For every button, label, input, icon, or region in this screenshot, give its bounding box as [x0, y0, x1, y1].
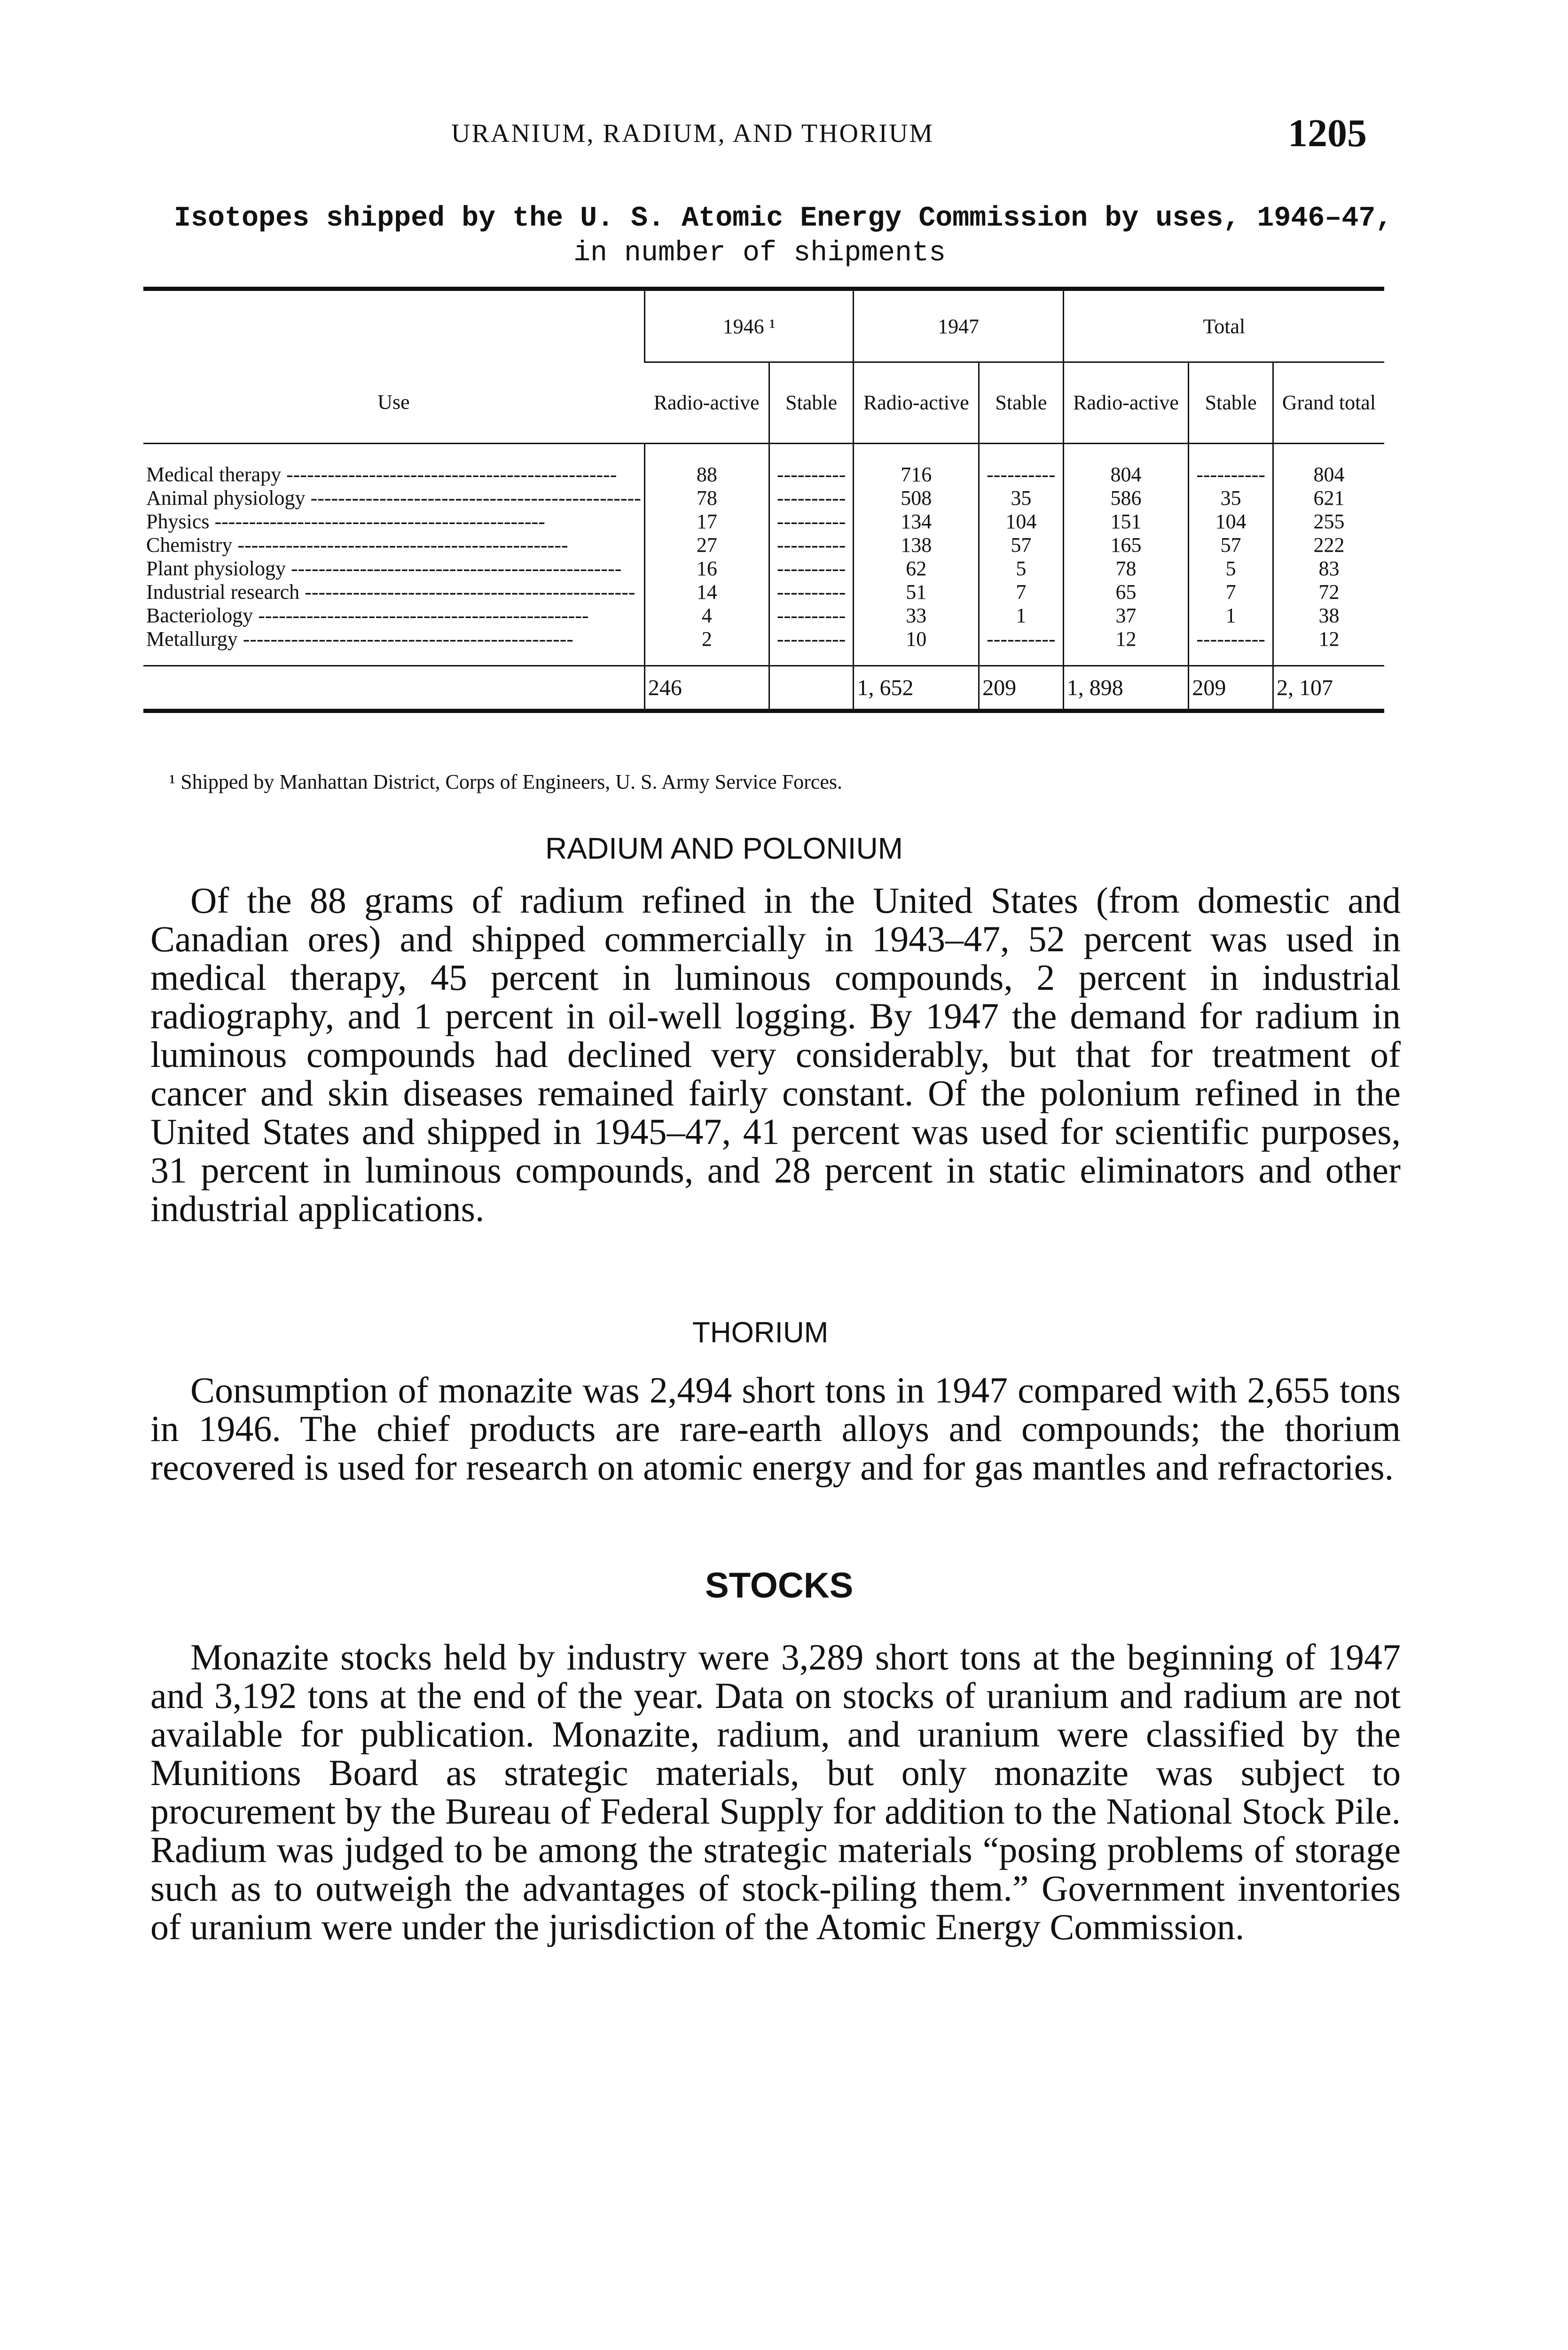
cell-r1946: 17: [644, 510, 769, 533]
sub-header-stable-total: Stable: [1189, 362, 1273, 444]
cell-r1946: 2: [644, 627, 769, 666]
table-row: [143, 580, 1384, 604]
table-row: [143, 444, 1384, 487]
cell-s1946: [769, 557, 854, 580]
cell-s1946: [769, 510, 854, 533]
cell-r1947: 716: [854, 444, 979, 487]
sub-header-grand-total: Grand total: [1273, 362, 1384, 444]
cell-stot: 57: [1189, 533, 1273, 557]
table-title-main: Isotopes shipped by the U. S. Atomic Energy Commission by uses, 1946–47,: [174, 203, 1393, 235]
cell-r1947: 62: [854, 557, 979, 580]
cell-s1947: 1: [979, 604, 1064, 627]
table-row: [143, 557, 1384, 580]
sub-header-radioactive-1946: Radio-active: [653, 391, 760, 414]
cell-r1946: 78: [644, 486, 769, 510]
stocks-heading: STOCKS: [705, 1566, 854, 1606]
cell-rtot: 586: [1063, 486, 1189, 510]
thorium-paragraph: Consumption of monazite was 2,494 short tons in 1947 compared with 2,655 tons in 1946. The chief products are rare-earth alloys and compounds; the thorium recovered is used for research on atomic energy and for gas mantles and refractories.: [150, 1370, 1401, 1488]
row-use-label: Plant physiology -----: [143, 557, 644, 580]
cell-s1946: [769, 627, 854, 666]
cell-stot: [1189, 627, 1273, 666]
total-grand-total: 2, 107: [1273, 666, 1384, 711]
cell-stot: 1: [1189, 604, 1273, 627]
cell-r1946: 16: [644, 557, 769, 580]
table-row: [143, 604, 1384, 627]
cell-s1946: [769, 444, 854, 487]
use-header: Use: [377, 391, 410, 414]
total-radioactive-total: 1, 898: [1063, 666, 1189, 711]
cell-s1946: [769, 533, 854, 557]
cell-grand: 255: [1273, 510, 1384, 533]
sub-header-radioactive-1947: Radio-active: [854, 362, 979, 444]
cell-stot: 7: [1189, 580, 1273, 604]
totals-label: [143, 666, 644, 711]
cell-s1947: [979, 627, 1064, 666]
table-row: [143, 533, 1384, 557]
cell-r1947: 10: [854, 627, 979, 666]
page-number: 1205: [1288, 111, 1367, 155]
cell-rtot: 37: [1063, 604, 1189, 627]
cell-rtot: 804: [1063, 444, 1189, 487]
thorium-heading: THORIUM: [692, 1316, 829, 1349]
cell-grand: 222: [1273, 533, 1384, 557]
running-title: URANIUM, RADIUM, AND THORIUM: [451, 119, 934, 148]
cell-stot: [1189, 444, 1273, 487]
cell-r1947: 138: [854, 533, 979, 557]
cell-grand: 621: [1273, 486, 1384, 510]
radium-heading: RADIUM AND POLONIUM: [545, 831, 903, 865]
cell-stot: 104: [1189, 510, 1273, 533]
table-body: [143, 444, 1384, 666]
sub-header-stable-1947: Stable: [979, 362, 1064, 444]
sub-header-stable-1946: Stable: [769, 362, 854, 444]
cell-stot: 35: [1189, 486, 1273, 510]
row-use-label: Industrial research -----: [143, 580, 644, 604]
cell-s1946: [769, 580, 854, 604]
row-use-label: Bacteriology -----: [143, 604, 644, 627]
isotopes-table-container: [143, 287, 1384, 713]
cell-rtot: 65: [1063, 580, 1189, 604]
row-use-label: Chemistry -----: [143, 533, 644, 557]
cell-r1946: 4: [644, 604, 769, 627]
cell-s1947: 7: [979, 580, 1064, 604]
stocks-paragraph: Monazite stocks held by industry were 3,289 short tons at the beginning of 1947 and 3,192 tons at the end of the year. Data on stocks of uranium and radium are not available for publication. Monazite, radium, and uranium were classified by the Munitions Board as strategic materials, but only monazite was subject to procurement by the Bureau of Federal Supply for addition to the National Stock Pile. Radium was judged to be among the strategic materials “posing problems of storage such as to outweigh the advantages of stock-piling them.” Government inventories of uranium were under the jurisdiction of the Atomic Energy Commission.: [150, 1637, 1401, 1947]
table-row: [143, 627, 1384, 666]
radium-paragraph: Of the 88 grams of radium refined in the United States (from domestic and Canadian ores) and shipped commercially in 1943–47, 52 percent was used in medical therapy, 45 percent in luminous compounds, 2 percent in industrial radiography, and 1 percent in oil-well logging. By 1947 the demand for radium in luminous compounds had declined very considerably, but that for treatment of cancer and skin diseases remained fairly constant. Of the polonium refined in the United States and shipped in 1945–47, 41 percent was used for scientific purposes, 31 percent in luminous compounds, and 28 percent in static eliminators and other industrial applications.: [150, 880, 1401, 1229]
row-use-label: Medical therapy -----: [143, 444, 644, 487]
group-header-1946: 1946 ¹: [644, 289, 854, 362]
cell-r1947: 51: [854, 580, 979, 604]
cell-rtot: 165: [1063, 533, 1189, 557]
totals-row: [143, 666, 1384, 711]
table-title: [174, 201, 1396, 271]
isotopes-table: [143, 287, 1384, 713]
group-header-total: Total: [1063, 289, 1384, 362]
cell-rtot: 12: [1063, 627, 1189, 666]
total-radioactive-1947: 1, 652: [854, 666, 979, 711]
cell-grand: 83: [1273, 557, 1384, 580]
cell-r1947: 134: [854, 510, 979, 533]
table-footnote: ¹ Shipped by Manhattan District, Corps of Engineers, U. S. Army Service Forces.: [169, 770, 842, 793]
cell-s1947: [979, 444, 1064, 487]
total-stable-total: 209: [1189, 666, 1273, 711]
cell-grand: 12: [1273, 627, 1384, 666]
cell-s1947: 57: [979, 533, 1064, 557]
cell-grand: 38: [1273, 604, 1384, 627]
cell-rtot: 151: [1063, 510, 1189, 533]
sub-header-radioactive-total: Radio-active: [1063, 362, 1189, 444]
cell-r1946: 88: [644, 444, 769, 487]
total-radioactive-1946: 246: [644, 666, 769, 711]
total-stable-1947: 209: [979, 666, 1064, 711]
table-row: [143, 510, 1384, 533]
cell-grand: 72: [1273, 580, 1384, 604]
cell-s1946: [769, 604, 854, 627]
cell-r1946: 27: [644, 533, 769, 557]
table-row: [143, 486, 1384, 510]
row-use-label: Animal physiology -----: [143, 486, 644, 510]
cell-r1947: 508: [854, 486, 979, 510]
cell-s1947: 5: [979, 557, 1064, 580]
total-stable-1946: [769, 666, 854, 711]
group-header-1947: 1947: [854, 289, 1063, 362]
row-use-label: Physics -----: [143, 510, 644, 533]
cell-s1947: 104: [979, 510, 1064, 533]
cell-s1947: 35: [979, 486, 1064, 510]
table-subtitle: in number of shipments: [573, 237, 946, 269]
cell-s1946: [769, 486, 854, 510]
cell-r1947: 33: [854, 604, 979, 627]
cell-grand: 804: [1273, 444, 1384, 487]
cell-r1946: 14: [644, 580, 769, 604]
row-use-label: Metallurgy -----: [143, 627, 644, 666]
cell-rtot: 78: [1063, 557, 1189, 580]
cell-stot: 5: [1189, 557, 1273, 580]
